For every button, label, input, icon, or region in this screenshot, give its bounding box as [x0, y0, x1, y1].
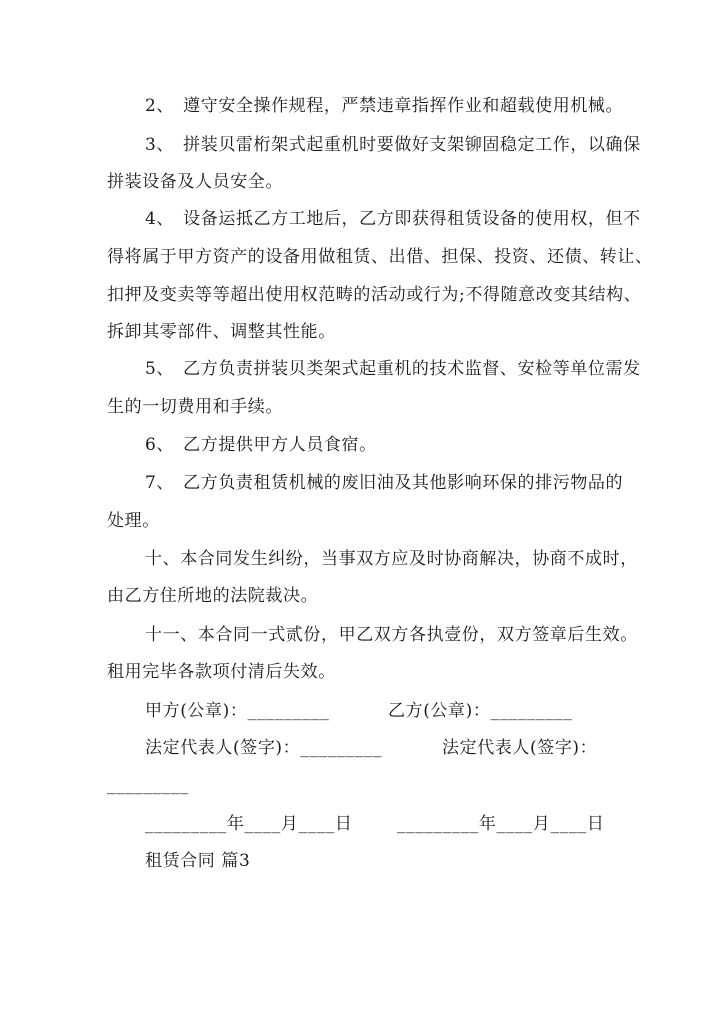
clause-4-line-3: 扣押及变卖等等超出使用权范畴的活动或行为;不得随意改变其结构、: [107, 285, 642, 305]
article-11-line-1: 十一、本合同一式贰份，甲乙双方各执壹份，双方签章后生效。: [145, 625, 638, 645]
next-section-heading: 租赁合同 篇3: [145, 851, 251, 871]
clause-4-line-2: 得将属于甲方资产的设备用做租赁、出借、担保、投资、还债、转让、: [107, 247, 653, 267]
clause-3-line-1: 3、 拼装贝雷桁架式起重机时要做好支架铆固稳定工作，以确保: [145, 135, 641, 155]
representative-a-signature: 法定代表人(签字)：_________: [145, 738, 383, 758]
representative-b-signature: 法定代表人(签字)：: [442, 738, 598, 758]
clause-7-line-2: 处理。: [107, 511, 160, 531]
clause-5-line-1: 5、 乙方负责拼装贝类架式起重机的技术监督、安检等单位需发: [145, 359, 641, 379]
clause-4-line-4: 拆卸其零部件、调整其性能。: [107, 322, 336, 342]
party-a-seal: 甲方(公章)：_________: [145, 701, 330, 721]
date-party-a: _________年____月____日: [145, 814, 353, 834]
clause-4-line-1: 4、 设备运抵乙方工地后，乙方即获得租赁设备的使用权，但不: [145, 209, 641, 229]
clause-5-line-2: 生的一切费用和手续。: [107, 397, 283, 417]
clause-7-line-1: 7、 乙方负责租赁机械的废旧油及其他影响环保的排污物品的: [145, 473, 624, 493]
article-10-line-2: 由乙方住所地的法院裁决。: [107, 586, 319, 606]
clause-6-line-1: 6、 乙方提供甲方人员食宿。: [145, 435, 377, 455]
article-11-line-2: 租用完毕各款项付清后失效。: [107, 662, 336, 682]
article-10-line-1: 十、本合同发生纠纷，当事双方应及时协商解决，协商不成时，: [145, 549, 638, 569]
clause-3-line-2: 拼装设备及人员安全。: [107, 172, 283, 192]
clause-2-line-1: 2、 遵守安全操作规程，严禁违章指挥作业和超载使用机械。: [145, 96, 624, 116]
representative-b-signature-blank: _________: [107, 775, 189, 795]
party-b-seal: 乙方(公章)：_________: [388, 701, 573, 721]
date-party-b: _________年____月____日: [397, 814, 605, 834]
